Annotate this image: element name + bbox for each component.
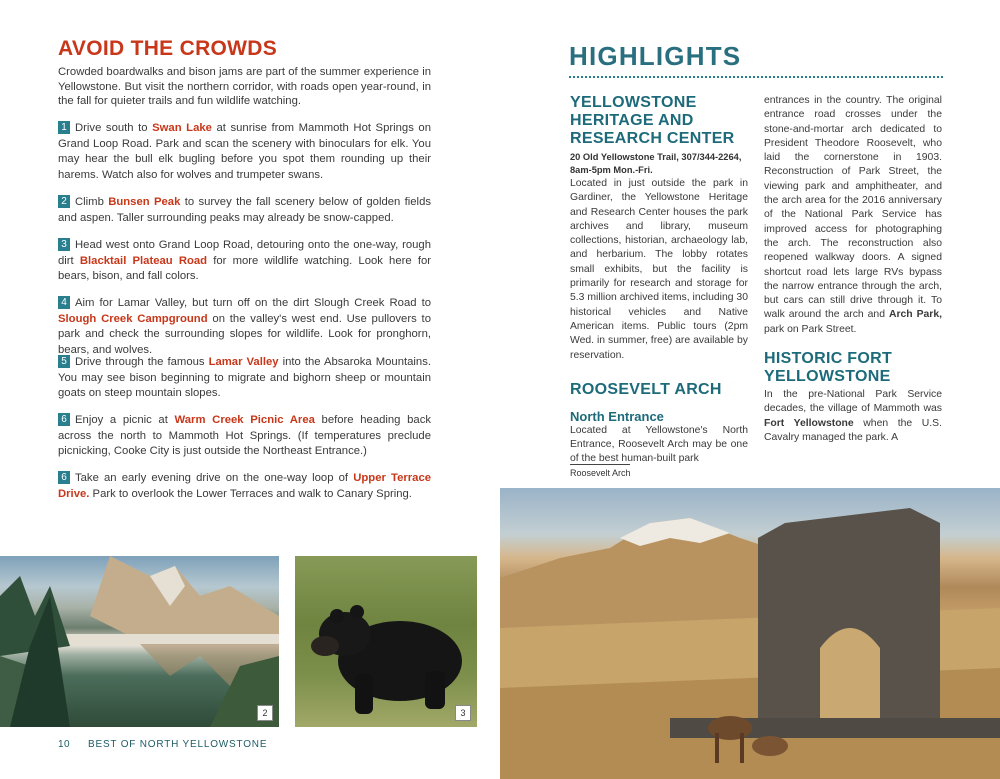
step-highlight: Warm Creek Picnic Area (174, 414, 315, 426)
body-text: when the U.S. Cavalry managed the park. A (764, 417, 942, 443)
arch-description-continued (764, 94, 942, 337)
fort-yellowstone-description (764, 388, 942, 445)
section-title-avoid-the-crowds: AVOID THE CROWDS (58, 37, 278, 60)
body-text: In the pre-National Park Service decades, the village of Mammoth was (764, 389, 942, 415)
body-text: entrances in the country. The original entrance road crosses under the stone-and-mortar arch dedicated to President Theodore Roosevelt, who laid the cornerstone in 1903. Reconstruction of Park Street, the viewing park and amphitheater, and the arch area for the 2016 anniversary of the National Park Service has improved access for photographing the arch. The reconstruction also reopened walkway doors. A signed shortcut road lets large RVs bypass the narrow entrance through the arch, but cars can still drive through it. To walk around the arch and (764, 95, 942, 321)
bold-term-fort-yellowstone: Fort Yellowstone (764, 417, 854, 429)
heading-heritage-research-center: YELLOWSTONE HERITAGE AND RESEARCH CENTER (570, 94, 735, 147)
step-number-badge: 3 (58, 238, 70, 251)
step-text: before heading back across the north to Mammoth Hot Springs. (If temperatures preclude picnicking, Cooke City is just outside the Northeast Entrance.) (58, 414, 431, 457)
step-highlight: Upper Terrace Drive. (58, 472, 432, 500)
step-3 (58, 238, 431, 285)
step-text: to survey the fall scenery below of golden fields and aspen. Taller surrounding peaks may already be snow-capped. (58, 196, 432, 224)
address-hours: 20 Old Yellowstone Trail, 307/344-2264, 8am-5pm Mon.-Fri. (570, 152, 742, 175)
step-highlight: Slough Creek Campground (58, 312, 208, 325)
step-6 (58, 413, 431, 460)
heading-historic-fort-yellowstone: HISTORIC FORT YELLOWSTONE (764, 350, 893, 386)
step-number-badge: 6 (58, 413, 70, 426)
body-text: park on Park Street. (764, 323, 857, 335)
photo-number-badge: 2 (257, 705, 273, 721)
step-text: Enjoy a picnic at (75, 414, 175, 426)
photo-roosevelt-arch (500, 488, 1000, 779)
running-footer-title: BEST OF NORTH YELLOWSTONE (88, 739, 268, 750)
intro-paragraph: Crowded boardwalks and bison jams are part of the summer experience in Yellowstone. But visit the northern corridor, with roads open year-round, in the fall for quieter trails and fun wildlife watching. (58, 66, 431, 107)
photo-caption: Roosevelt Arch (570, 468, 631, 478)
caption-rule (570, 464, 630, 465)
step-text: at sunrise from Mammoth Hot Springs on Grand Loop Road. Park and scan the scenery with binoculars for elk. You may hear the bull elk bugling before you spot them rounding up their harems. Watch also for wolves and trumpeter swans. (58, 122, 431, 181)
step-text: Drive through the famous (75, 356, 209, 368)
step-text: Head west onto Grand Loop Road, detouring onto the one-way, rough dirt (58, 239, 431, 267)
step-number-badge: 5 (58, 355, 70, 368)
step-number-badge: 2 (58, 195, 70, 208)
step-text: Climb (75, 196, 109, 208)
roosevelt-arch-description: Located at Yellowstone's North Entrance, Roosevelt Arch may be one of the best human-built park (570, 424, 748, 465)
bold-term-arch-park: Arch Park, (888, 309, 942, 321)
page-number: 10 (58, 739, 71, 750)
step-1 (58, 121, 431, 183)
heritage-center-description: Located in just outside the park in Gardiner, the Yellowstone Heritage and Research Center houses the park archives and library, museum collections, historian, archaeology lab, and herbarium. The lobby rotates small exhibits, but the facility is primarily for research and storage for 5.3 million archived items, including 30 historical vehicles and Native American items. Public tours (2pm Wed. in summer, free) are available by reservation. (570, 178, 748, 361)
highlights-column-1 (570, 94, 748, 467)
photo-black-bear (295, 556, 477, 727)
step-text: Aim for Lamar Valley, but turn off on the dirt Slough Creek Road to (75, 297, 431, 309)
step-text: for more wildlife watching. Look here for bears, bison, and fall colors. (58, 254, 432, 282)
step-highlight: Lamar Valley (208, 356, 279, 368)
heading-roosevelt-arch: ROOSEVELT ARCH (570, 380, 722, 398)
step-2 (58, 195, 431, 226)
roosevelt-arch-illustration (500, 488, 1000, 779)
subheading-north-entrance: North Entrance (570, 408, 664, 424)
highlights-column-2 (764, 94, 942, 445)
step-highlight: Blacktail Plateau Road (79, 254, 208, 267)
step-number-badge: 6 (58, 471, 70, 484)
step-text: into the Absaroka Mountains. You may see bison beginning to migrate and bighorn sheep or mountain goats on steep mountain slopes. (58, 356, 431, 399)
step-7 (58, 471, 431, 502)
step-highlight: Bunsen Peak (108, 196, 181, 208)
step-highlight: Swan Lake (152, 122, 212, 134)
step-text: Drive south to (75, 122, 153, 134)
section-title-highlights: HIGHLIGHTS (569, 41, 742, 71)
dotted-divider (569, 76, 943, 78)
step-text: on the valley's west end. Use pullovers to park and check the surrounding slopes for wildlife. Look for pronghorn, bears, and wolves. (58, 312, 431, 356)
photo-mountain-lake (0, 556, 279, 727)
step-number-badge: 1 (58, 121, 70, 134)
step-text: Take an early evening drive on the one-way loop of (75, 472, 354, 484)
step-5 (58, 355, 431, 402)
step-4 (58, 296, 431, 358)
step-number-badge: 4 (58, 296, 70, 309)
photo-number-badge: 3 (455, 705, 471, 721)
mountain-lake-illustration (0, 556, 279, 727)
black-bear-illustration (295, 556, 477, 727)
step-text: Park to overlook the Lower Terraces and walk to Canary Spring. (89, 487, 412, 500)
